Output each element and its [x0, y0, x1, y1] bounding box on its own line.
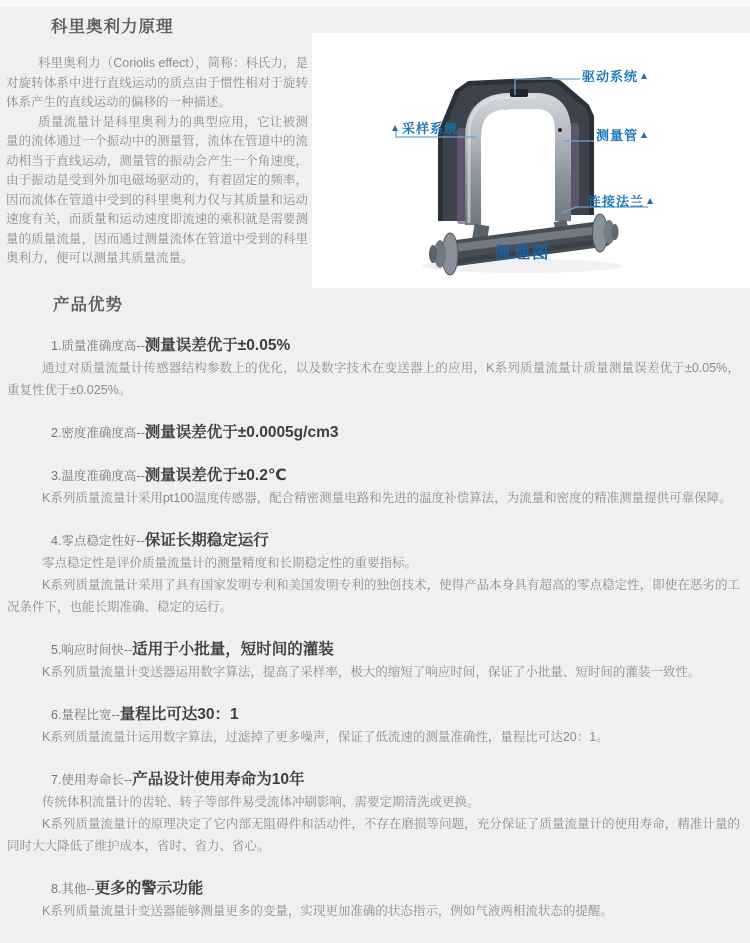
intro-paragraph-2: 质量流量计是科里奥利力的典型应用，它让被测量的流体通过一个振动中的测量管，流体在管道中的流动相当于直线运动，测量管的振动会产生一个角速度，由于振动是受到外加电磁场驱动的，有着固定的频率，因而流体在管道中受到的科里奥利力仅与其质量和运动速度有关，而质量和运动速度即流速的乘积就是需要测量的质量流量，因而通过测量流体在管道中受到的科里奥利力，便可以测量其质量流量。	[6, 114, 308, 265]
advantage-prefix: 5.响应时间快--	[51, 643, 133, 657]
advantage-paragraph: 零点稳定性是评价质量流量计的测量精度和长期稳定性的重要指标。	[42, 556, 418, 570]
advantages-section	[7, 288, 740, 943]
advantage-heading	[51, 530, 740, 552]
advantage-heading	[51, 335, 740, 357]
advantage-paragraph: K系列质量流量计运用数字算法，过滤掉了更多噪声，保证了低流速的测量准确性，量程比可达20：1。	[42, 730, 609, 744]
principle-figure	[312, 33, 750, 288]
advantage-heading	[51, 639, 740, 661]
advantage-item-7	[7, 769, 740, 857]
advantage-headline: 测量误差优于±0.05%	[144, 337, 291, 354]
label-drive-system	[582, 66, 647, 85]
advantage-heading	[51, 769, 740, 791]
advantage-prefix: 6.量程比宽--	[51, 708, 120, 722]
label-flange-text: 连接法兰	[588, 194, 645, 209]
advantage-headline: 更多的警示功能	[94, 880, 204, 897]
drive-coil	[510, 89, 528, 97]
advantage-item-4	[7, 530, 740, 618]
advantage-item-5	[7, 639, 740, 683]
measuring-tube-shape	[473, 101, 563, 225]
advantage-headline: 测量误差优于±0.2℃	[144, 467, 287, 484]
advantage-heading	[51, 465, 740, 487]
advantage-paragraph: K系列质量流量计变送器运用数字算法，提高了采样率，极大的缩短了响应时间，保证了小批量、短时间的灌装一致性。	[42, 665, 701, 679]
advantage-paragraph: K系列质量流量计的原理决定了它内部无阻碍件和活动件，不存在磨损等问题，充分保证了质量流量计的使用寿命，精准计量的同时大大降低了维护成本，省时、省力、省心。	[7, 817, 740, 853]
sensor-dot	[558, 128, 562, 132]
advantage-prefix: 2.密度准确度高--	[51, 426, 145, 440]
advantage-headline: 适用于小批量，短时间的灌装	[132, 641, 334, 658]
top-strip	[0, 0, 750, 7]
advantage-prefix: 1.质量准确度高--	[51, 339, 145, 353]
advantage-paragraph: K系列质量流量计采用pt100温度传感器，配合精密测量电路和先进的温度补偿算法，为流量和密度的精准测量提供可靠保障。	[42, 491, 732, 505]
advantage-prefix: 3.温度准确度高--	[51, 469, 145, 483]
figure-caption: 原理图	[495, 244, 551, 262]
label-connection-flange	[588, 191, 653, 210]
advantage-item-8	[7, 878, 740, 922]
advantage-item-6	[7, 704, 740, 748]
up-arrow-icon	[392, 125, 398, 131]
advantage-headline: 量程比可达30：1	[119, 706, 239, 723]
advantage-headline: 产品设计使用寿命为10年	[132, 771, 305, 788]
principle-intro	[6, 54, 308, 269]
principle-title: 科里奥利力原理	[51, 18, 174, 36]
flange-right-neck	[612, 224, 619, 240]
advantage-headline: 保证长期稳定运行	[144, 532, 269, 549]
advantage-prefix: 7.使用寿命长--	[51, 773, 133, 787]
advantage-headline: 测量误差优于±0.0005g/cm3	[144, 424, 339, 441]
advantage-heading	[51, 878, 740, 900]
advantage-item-3	[7, 465, 740, 509]
up-arrow-icon	[647, 198, 653, 204]
up-arrow-icon	[641, 132, 647, 138]
advantages-list	[7, 335, 740, 922]
label-tube-text: 测量管	[596, 128, 639, 143]
advantage-item-1	[7, 335, 740, 401]
label-drive-text: 驱动系统	[582, 69, 639, 84]
label-sampling-system	[392, 118, 458, 137]
advantage-item-2	[7, 422, 740, 444]
label-measuring-tube	[596, 125, 647, 144]
flange-left-neck	[429, 245, 437, 263]
advantage-paragraph: K系列质量流量计变送器能够测量更多的变量，实现更加准确的状态指示，例如气液两相流状态的提醒。	[42, 904, 613, 918]
up-arrow-icon	[641, 73, 647, 79]
advantage-paragraph: 通过对质量流量计传感器结构参数上的优化，以及数字技术在变送器上的应用，K系列质量流量计质量测量误差优于±0.05%，重复性优于±0.025%。	[7, 361, 740, 397]
advantage-heading	[51, 704, 740, 726]
advantage-prefix: 8.其他--	[51, 882, 95, 896]
advantage-paragraph: K系列质量流量计采用了具有国家发明专利和美国发明专利的独创技术，使得产品本身具有超高的零点稳定性，即使在恶劣的工况条件下，也能长期准确、稳定的运行。	[7, 578, 740, 614]
intro-paragraph-1: 科里奥利力（Coriolis effect），简称：科氏力，是对旋转体系中进行直线运动的质点由于惯性相对于旋转体系产生的直线运动的偏移的一种描述。	[6, 56, 308, 109]
advantage-heading	[51, 422, 740, 444]
advantage-prefix: 4.零点稳定性好--	[51, 534, 145, 548]
advantages-title: 产品优势	[53, 296, 123, 314]
advantage-paragraph: 传统体积流量计的齿轮、转子等部件易受流体冲刷影响，需要定期清洗或更换。	[42, 795, 480, 809]
label-sampling-text: 采样系统	[402, 121, 459, 136]
